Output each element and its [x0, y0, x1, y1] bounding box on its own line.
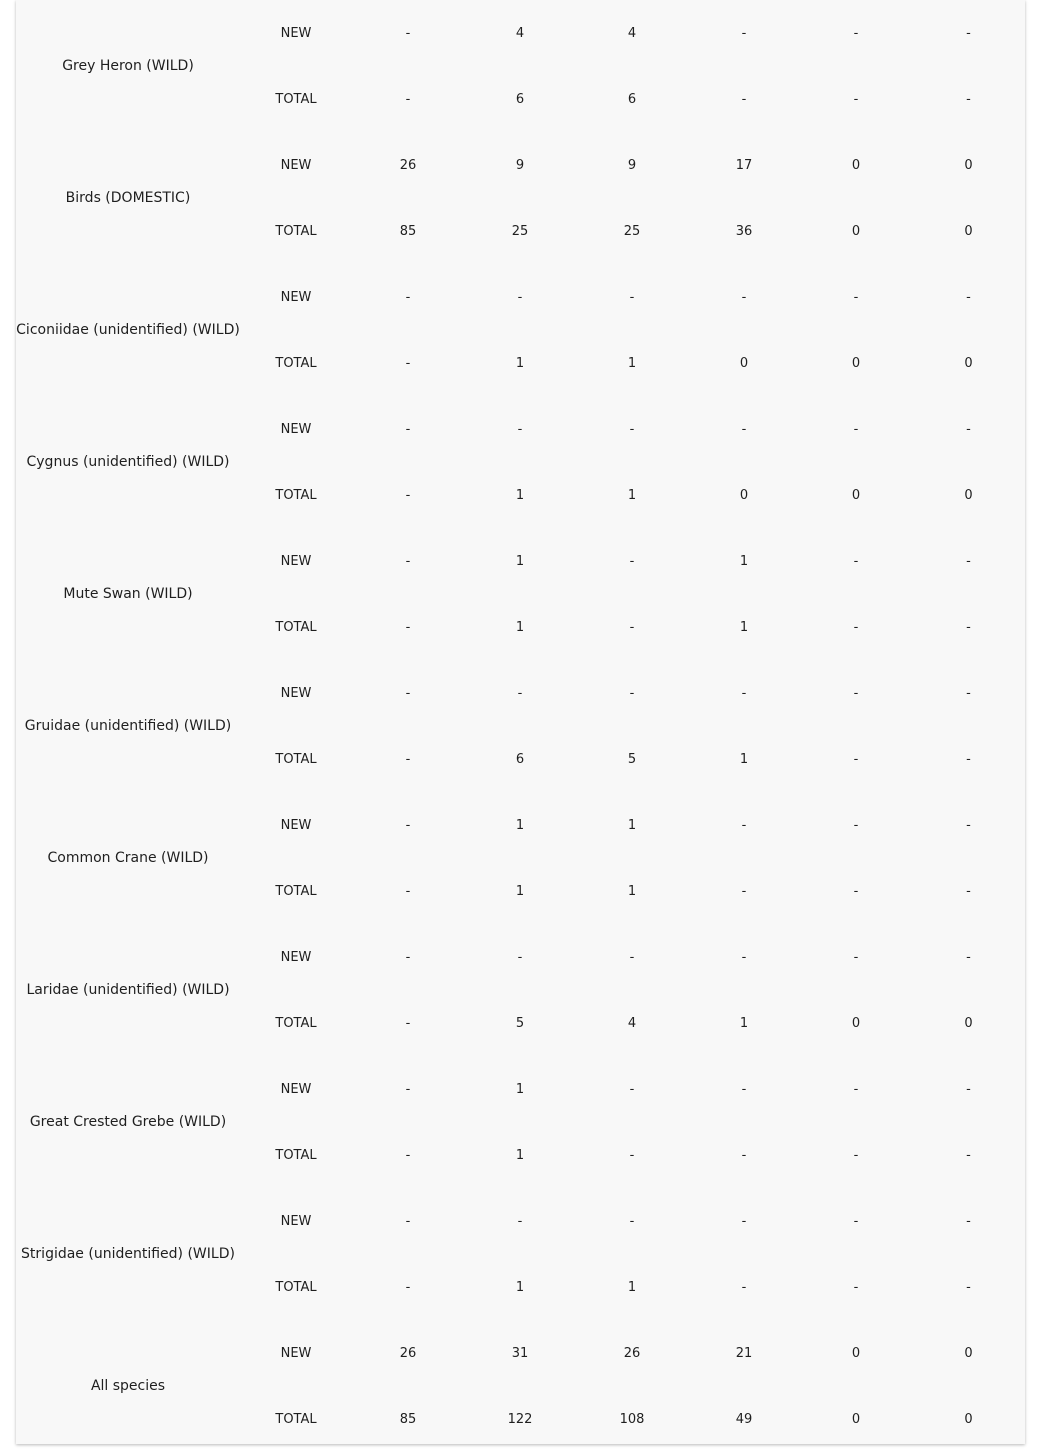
value-cell: 6	[515, 751, 525, 767]
value-cell: -	[966, 1147, 971, 1163]
value-cell: -	[405, 355, 411, 371]
value-cell: -	[517, 421, 523, 437]
value-cell: -	[405, 685, 411, 701]
value-cell: 85	[399, 223, 417, 239]
species-name: Birds (DOMESTIC)	[65, 190, 191, 206]
value-cell: -	[853, 91, 859, 107]
table-body	[16, 0, 1025, 1452]
value-cell: 9	[515, 157, 525, 173]
value-cell: 4	[627, 25, 637, 41]
value-cell: 6	[627, 91, 637, 107]
value-cell: 26	[623, 1345, 641, 1361]
value-cell: -	[405, 289, 411, 305]
species-name: Laridae (unidentified) (WILD)	[26, 982, 230, 998]
value-cell: -	[629, 421, 635, 437]
species-name: Gruidae (unidentified) (WILD)	[24, 718, 232, 734]
species-name: All species	[90, 1378, 166, 1394]
table-row	[16, 528, 1025, 594]
value-cell: -	[966, 817, 971, 833]
value-cell: 1	[515, 619, 525, 635]
value-cell: 108	[619, 1411, 645, 1427]
new-row-label: NEW	[280, 817, 312, 833]
value-cell: 1	[627, 355, 637, 371]
species-name: Cygnus (unidentified) (WILD)	[26, 454, 230, 470]
value-cell: -	[966, 289, 971, 305]
value-cell: -	[966, 751, 971, 767]
value-cell: -	[629, 685, 635, 701]
value-cell: 0	[851, 1345, 861, 1361]
value-cell: -	[966, 619, 971, 635]
value-cell: 36	[735, 223, 753, 239]
value-cell: 0	[851, 487, 861, 503]
value-cell: -	[966, 1213, 971, 1229]
value-cell: 0	[964, 157, 973, 173]
value-cell: 0	[964, 487, 973, 503]
value-cell: 1	[515, 355, 525, 371]
value-cell: -	[405, 949, 411, 965]
value-cell: -	[853, 1081, 859, 1097]
value-cell: -	[741, 289, 747, 305]
value-cell: 1	[515, 553, 525, 569]
value-cell: -	[629, 1147, 635, 1163]
species-name: Great Crested Grebe (WILD)	[29, 1114, 227, 1130]
value-cell: -	[405, 25, 411, 41]
value-cell: -	[517, 949, 523, 965]
value-cell: 0	[964, 355, 973, 371]
table-row	[16, 132, 1025, 198]
value-cell: -	[966, 883, 971, 899]
value-cell: 1	[739, 553, 749, 569]
table-row	[16, 1320, 1025, 1386]
value-cell: 49	[735, 1411, 753, 1427]
value-cell: -	[629, 553, 635, 569]
value-cell: -	[405, 91, 411, 107]
value-cell: -	[853, 751, 859, 767]
new-row-label: NEW	[280, 157, 312, 173]
value-cell: -	[741, 1147, 747, 1163]
new-row-label: NEW	[280, 1345, 312, 1361]
total-row-label: TOTAL	[275, 223, 317, 239]
value-cell: 1	[627, 817, 637, 833]
new-row-label: NEW	[280, 25, 312, 41]
value-cell: 4	[627, 1015, 637, 1031]
total-row-label: TOTAL	[275, 1147, 317, 1163]
table-row	[16, 924, 1025, 990]
value-cell: -	[405, 1081, 411, 1097]
value-cell: 5	[515, 1015, 525, 1031]
value-cell: -	[741, 25, 747, 41]
value-cell: 0	[739, 355, 749, 371]
value-cell: -	[966, 553, 971, 569]
value-cell: -	[741, 883, 747, 899]
value-cell: 26	[399, 157, 417, 173]
value-cell: -	[853, 949, 859, 965]
new-row-label: NEW	[280, 421, 312, 437]
value-cell: -	[853, 1147, 859, 1163]
value-cell: 5	[627, 751, 637, 767]
value-cell: -	[853, 1279, 859, 1295]
value-cell: -	[405, 1213, 411, 1229]
table-row	[16, 660, 1025, 726]
value-cell: -	[629, 1081, 635, 1097]
value-cell: -	[517, 289, 523, 305]
value-cell: 1	[515, 487, 525, 503]
value-cell: -	[405, 1147, 411, 1163]
value-cell: 4	[515, 25, 525, 41]
value-cell: -	[853, 817, 859, 833]
total-row-label: TOTAL	[275, 751, 317, 767]
value-cell: 0	[964, 1345, 973, 1361]
value-cell: 9	[627, 157, 637, 173]
new-row-label: NEW	[280, 949, 312, 965]
value-cell: -	[405, 1015, 411, 1031]
value-cell: -	[966, 421, 971, 437]
value-cell: -	[741, 91, 747, 107]
value-cell: -	[405, 487, 411, 503]
value-cell: -	[405, 1279, 411, 1295]
value-cell: 0	[739, 487, 749, 503]
value-cell: -	[966, 949, 971, 965]
value-cell: 1	[515, 1147, 525, 1163]
table-row	[16, 264, 1025, 330]
value-cell: 122	[507, 1411, 533, 1427]
table-row	[16, 1056, 1025, 1122]
value-cell: -	[966, 91, 971, 107]
table-row	[16, 792, 1025, 858]
total-row-label: TOTAL	[275, 1279, 317, 1295]
new-row-label: NEW	[280, 553, 312, 569]
total-row-label: TOTAL	[275, 1411, 317, 1427]
value-cell: 31	[511, 1345, 529, 1361]
value-cell: 1	[515, 1279, 525, 1295]
value-cell: -	[853, 553, 859, 569]
value-cell: 1	[515, 817, 525, 833]
new-row-label: NEW	[280, 1213, 312, 1229]
value-cell: -	[966, 1081, 971, 1097]
value-cell: -	[405, 883, 411, 899]
value-cell: -	[741, 685, 747, 701]
value-cell: 1	[627, 1279, 637, 1295]
total-row-label: TOTAL	[275, 91, 317, 107]
new-row-label: NEW	[280, 289, 312, 305]
value-cell: -	[853, 1213, 859, 1229]
value-cell: 0	[964, 1015, 973, 1031]
value-cell: 0	[851, 223, 861, 239]
total-row-label: TOTAL	[275, 487, 317, 503]
value-cell: -	[629, 619, 635, 635]
value-cell: 25	[623, 223, 641, 239]
value-cell: -	[741, 1213, 747, 1229]
value-cell: 21	[735, 1345, 753, 1361]
value-cell: 17	[735, 157, 753, 173]
value-cell: 1	[739, 1015, 749, 1031]
species-name: Grey Heron (WILD)	[62, 58, 194, 74]
value-cell: -	[966, 25, 971, 41]
value-cell: -	[853, 685, 859, 701]
species-name: Ciconiidae (unidentified) (WILD)	[16, 322, 240, 338]
value-cell: -	[405, 421, 411, 437]
value-cell: -	[629, 289, 635, 305]
value-cell: -	[853, 289, 859, 305]
value-cell: -	[405, 751, 411, 767]
total-row-label: TOTAL	[275, 1015, 317, 1031]
table-row	[16, 1188, 1025, 1254]
value-cell: 0	[851, 1015, 861, 1031]
new-row-label: NEW	[280, 1081, 312, 1097]
value-cell: 1	[627, 883, 637, 899]
value-cell: -	[853, 421, 859, 437]
value-cell: 1	[515, 883, 525, 899]
value-cell: -	[517, 1213, 523, 1229]
value-cell: -	[405, 619, 411, 635]
value-cell: -	[966, 1279, 971, 1295]
table-row	[16, 0, 1025, 66]
value-cell: -	[741, 817, 747, 833]
new-row-label: NEW	[280, 685, 312, 701]
species-name: Mute Swan (WILD)	[63, 586, 193, 602]
value-cell: 1	[515, 1081, 525, 1097]
value-cell: 6	[515, 91, 525, 107]
value-cell: 85	[399, 1411, 417, 1427]
outbreak-table-card	[16, 0, 1025, 1444]
value-cell: -	[853, 619, 859, 635]
value-cell: 0	[851, 157, 861, 173]
value-cell: -	[741, 421, 747, 437]
total-row-label: TOTAL	[275, 883, 317, 899]
total-row-label: TOTAL	[275, 619, 317, 635]
value-cell: 25	[511, 223, 529, 239]
value-cell: -	[966, 685, 971, 701]
value-cell: -	[853, 25, 859, 41]
species-outbreak-table	[16, 0, 1025, 1452]
value-cell: -	[741, 1081, 747, 1097]
value-cell: 1	[739, 751, 749, 767]
value-cell: -	[517, 685, 523, 701]
value-cell: -	[629, 1213, 635, 1229]
value-cell: 0	[851, 1411, 861, 1427]
value-cell: 0	[964, 1411, 973, 1427]
value-cell: -	[629, 949, 635, 965]
value-cell: 26	[399, 1345, 417, 1361]
species-name: Strigidae (unidentified) (WILD)	[21, 1246, 235, 1262]
table-row	[16, 396, 1025, 462]
value-cell: -	[405, 553, 411, 569]
total-row-label: TOTAL	[275, 355, 317, 371]
species-name: Common Crane (WILD)	[47, 850, 209, 866]
value-cell: 1	[739, 619, 749, 635]
value-cell: 1	[627, 487, 637, 503]
value-cell: -	[853, 883, 859, 899]
value-cell: 0	[851, 355, 861, 371]
value-cell: -	[741, 949, 747, 965]
value-cell: 0	[964, 223, 973, 239]
value-cell: -	[741, 1279, 747, 1295]
value-cell: -	[405, 817, 411, 833]
